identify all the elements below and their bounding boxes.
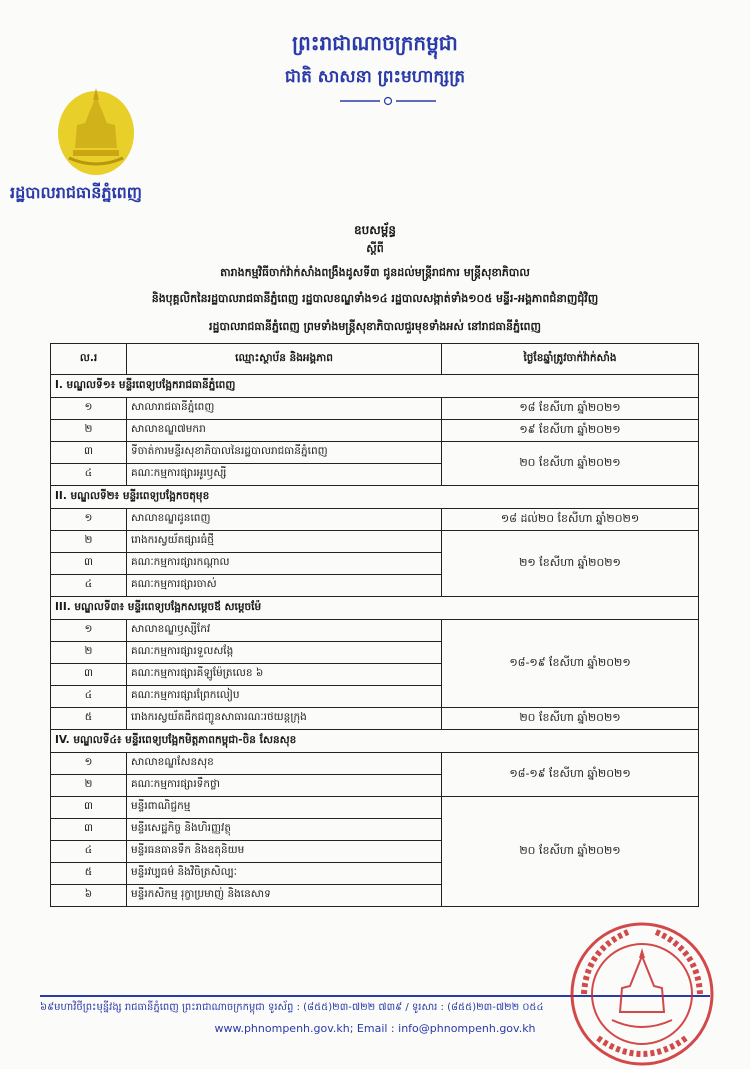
row-institution: គណៈកម្មការផ្សារកណ្ដាល xyxy=(127,553,442,575)
kingdom-heading: ព្រះរាជាណាចក្រកម្ពុជា xyxy=(292,31,458,55)
vaccination-schedule-table xyxy=(50,343,699,907)
row-institution: សាលារាជធានីភ្នំពេញ xyxy=(127,398,442,420)
row-institution: គណៈកម្មការផ្សារទឹកថ្លា xyxy=(127,775,442,797)
col-header-number: ល.រ xyxy=(51,344,127,375)
row-date: ២០ ខែសីហា ឆ្នាំ២០២១ xyxy=(442,797,699,907)
doc-title-line-2: និងបុគ្គលិកនៃរដ្ឋបាលរាជធានីភ្នំពេញ រដ្ឋបាលខណ្ឌទាំង១៤ រដ្ឋបាលសង្កាត់ទាំង១០៥ មន្ទីរ-អង្គភាពជំនាញជុំវិញ xyxy=(151,292,599,305)
section-row xyxy=(51,730,699,753)
row-number: ៣ xyxy=(51,442,127,464)
phnom-penh-seal-icon xyxy=(55,78,137,178)
row-number: ៤ xyxy=(51,575,127,597)
row-institution: មន្ទីរវប្បធម៌ និងវិចិត្រសិល្បៈ xyxy=(127,863,442,885)
table-row xyxy=(51,442,699,464)
row-number: ១ xyxy=(51,398,127,420)
ornament-divider xyxy=(340,96,436,106)
section-label: IV. មណ្ឌលទី៤៖ មន្ទីរពេទ្យបង្អែកមិត្តភាពកម្ពុជា-ចិន សែនសុខ xyxy=(51,730,699,753)
row-number: ២ xyxy=(51,642,127,664)
row-date: ១៨ ខែសីហា ឆ្នាំ២០២១ xyxy=(442,398,699,420)
table-row xyxy=(51,531,699,553)
col-header-institution: ឈ្មោះស្ថាប័ន និងអង្គភាព xyxy=(127,344,442,375)
row-institution: គណៈកម្មការផ្សារព្រែកលៀប xyxy=(127,686,442,708)
row-institution: មន្ទីរសេដ្ឋកិច្ច និងហិរញ្ញវត្ថុ xyxy=(127,819,442,841)
row-number: ៥ xyxy=(51,708,127,730)
row-institution: គណៈកម្មការផ្សារទួលសង្កែ xyxy=(127,642,442,664)
row-number: ២ xyxy=(51,420,127,442)
section-label: II. មណ្ឌលទី២៖ មន្ទីរពេទ្យបង្អែកចតុមុខ xyxy=(51,486,699,509)
row-date: ២០ ខែសីហា ឆ្នាំ២០២១ xyxy=(442,442,699,486)
row-number: ៥ xyxy=(51,863,127,885)
official-stamp-icon xyxy=(568,920,716,1068)
table-row xyxy=(51,797,699,819)
row-number: ៤ xyxy=(51,686,127,708)
row-institution: សាលាខណ្ឌឫស្សីកែវ xyxy=(127,620,442,642)
col-header-date: ថ្ងៃខែឆ្នាំត្រូវចាក់វ៉ាក់សាំង xyxy=(442,344,699,375)
row-number: ៤ xyxy=(51,464,127,486)
section-row xyxy=(51,375,699,398)
row-number: ១ xyxy=(51,509,127,531)
row-institution: រោងករស្វយ័តដឹកជញ្ជូនសាធារណៈរថយន្តក្រុង xyxy=(127,708,442,730)
motto-heading: ជាតិ សាសនា ព្រះមហាក្សត្រ xyxy=(284,67,466,87)
doc-title-line-1: តារាងកម្មវិធីចាក់វ៉ាក់សាំងពង្រឹងដូសទី៣ ជូនដល់មន្ត្រីរាជការ មន្ត្រីសុខាភិបាល xyxy=(220,266,530,279)
row-date: ១៨ ដល់២០ ខែសីហា ឆ្នាំ២០២១ xyxy=(442,509,699,531)
table-row xyxy=(51,509,699,531)
row-institution: មន្ទីរពាណិជ្ជកម្ម xyxy=(127,797,442,819)
row-institution: ទីចាត់ការមន្ទីរសុខាភិបាលនៃរដ្ឋបាលរាជធានីភ្នំពេញ xyxy=(127,442,442,464)
section-row xyxy=(51,486,699,509)
table-row xyxy=(51,420,699,442)
section-label: I. មណ្ឌលទី១៖ មន្ទីរពេទ្យបង្អែករាជធានីភ្នំពេញ xyxy=(51,375,699,398)
doc-title-annex: ឧបសម្ព័ន្ធ xyxy=(354,223,396,237)
row-institution: គណៈកម្មការផ្សារគីឡូម៉ែត្រលេខ ៦ xyxy=(127,664,442,686)
row-number: ៣ xyxy=(51,819,127,841)
row-date: ២០ ខែសីហា ឆ្នាំ២០២១ xyxy=(442,708,699,730)
row-number: ២ xyxy=(51,531,127,553)
doc-title-line-3: រដ្ឋបាលរាជធានីភ្នំពេញ ព្រមទាំងមន្ត្រីសុខាភិបាលជួរមុខទាំងអស់ នៅរាជធានីភ្នំពេញ xyxy=(209,320,541,333)
section-row xyxy=(51,597,699,620)
row-institution: សាលាខណ្ឌ៧មករា xyxy=(127,420,442,442)
row-number: ១ xyxy=(51,753,127,775)
row-date: ១៨-១៩ ខែសីហា ឆ្នាំ២០២១ xyxy=(442,620,699,708)
row-institution: សាលាខណ្ឌសែនសុខ xyxy=(127,753,442,775)
row-institution: មន្ទីរធនធានទឹក និងឧតុនិយម xyxy=(127,841,442,863)
row-number: ៦ xyxy=(51,885,127,907)
row-institution: សាលាខណ្ឌដូនពេញ xyxy=(127,509,442,531)
row-date: ២១ ខែសីហា ឆ្នាំ២០២១ xyxy=(442,531,699,597)
row-number: ១ xyxy=(51,620,127,642)
row-institution: គណៈកម្មការផ្សារចាស់ xyxy=(127,575,442,597)
organization-name: រដ្ឋបាលរាជធានីភ្នំពេញ xyxy=(10,183,143,202)
table-header-row xyxy=(51,344,699,375)
table-row xyxy=(51,620,699,642)
row-institution: មន្ទីរកសិកម្ម រុក្ខាប្រមាញ់ និងនេសាទ xyxy=(127,885,442,907)
row-institution: គណៈកម្មការផ្សារអូរឫស្សី xyxy=(127,464,442,486)
row-number: ៣ xyxy=(51,664,127,686)
row-date: ១៨-១៩ ខែសីហា ឆ្នាំ២០២១ xyxy=(442,753,699,797)
doc-title-about: ស្ដីពី xyxy=(366,242,384,255)
section-label: III. មណ្ឌលទី៣៖ មន្ទីរពេទ្យបង្អែកសម្ដេចឪ សម្ដេចម៉ែ xyxy=(51,597,699,620)
footer-web-email: www.phnompenh.gov.kh; Email : info@phnompenh.gov.kh xyxy=(214,1022,536,1035)
row-date: ១៩ ខែសីហា ឆ្នាំ២០២១ xyxy=(442,420,699,442)
row-number: ៣ xyxy=(51,553,127,575)
row-number: ៣ xyxy=(51,797,127,819)
row-institution: រោងករស្វយ័តផ្សារធំថ្មី xyxy=(127,531,442,553)
row-number: ២ xyxy=(51,775,127,797)
table-row xyxy=(51,708,699,730)
table-row xyxy=(51,753,699,775)
footer-address: ៦៩មហាវិថីព្រះមុន្នីវង្ស រាជធានីភ្នំពេញ ព្រះរាជាណាចក្រកម្ពុជា ទូរស័ព្ទ : (៨៥៥)២៣-៧២២ ៧៣៩ / ទូរសារ : (៨៥៥)២៣-៧២២ ០៥៤ xyxy=(40,1002,544,1013)
table-row xyxy=(51,398,699,420)
row-number: ៤ xyxy=(51,841,127,863)
